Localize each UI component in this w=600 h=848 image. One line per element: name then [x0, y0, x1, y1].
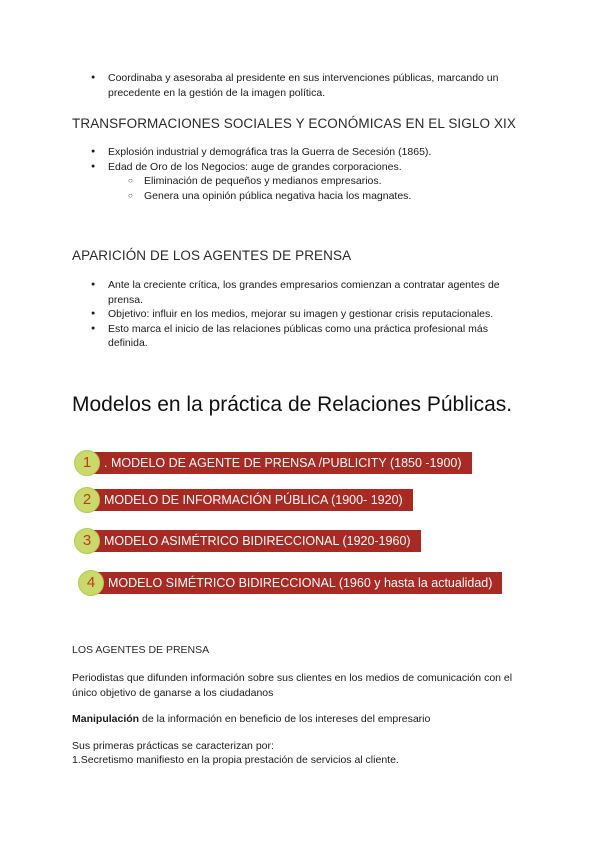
model-label: MODELO SIMÉTRICO BIDIRECCIONAL (1960 y hasta la actualidad) [90, 572, 502, 594]
models-title: Modelos en la práctica de Relaciones Públicas. [72, 393, 513, 416]
practices-intro: Sus primeras prácticas se caracterizan por: [72, 740, 274, 752]
aparicion-bullet-list [108, 278, 528, 351]
model-number-badge: 4 [78, 570, 104, 596]
bold-term: Manipulación [72, 713, 140, 725]
bullet-item: ● Objetivo: influir en los medios, mejorar su imagen y gestionar crisis reputacionales. [108, 307, 528, 322]
bullet-item: ● Coordinaba y asesoraba al presidente en sus intervenciones públicas, marcando un precedente en la gestión de la imagen política. [108, 71, 528, 100]
section-heading-transformaciones: TRANSFORMACIONES SOCIALES Y ECONÓMICAS EN EL SIGLO XIX [72, 116, 517, 131]
bullet-item: ● Explosión industrial y demográfica tras la Guerra de Secesión (1865). [108, 145, 528, 160]
bullet-item: ● Edad de Oro de los Negocios: auge de grandes corporaciones. [108, 160, 528, 175]
sub-bullet-item: ○ Genera una opinión pública negativa hacia los magnates. [144, 189, 524, 204]
model-number-badge: 2 [74, 487, 100, 513]
definition-paragraph: Periodistas que difunden información sobre sus clientes en los medios de comunicación con el único objetivo de ganarse a los ciudadanos [72, 672, 513, 699]
bullet-item: ● Ante la creciente crítica, los grandes empresarios comienzan a contratar agentes de prensa. [108, 278, 528, 307]
section-heading-agentes: LOS AGENTES DE PRENSA [72, 644, 210, 656]
model-label: MODELO ASIMÉTRICO BIDIRECCIONAL (1920-1960) [86, 530, 421, 552]
manipulation-paragraph [72, 712, 532, 727]
intro-bullet-list [108, 71, 528, 100]
section-heading-aparicion: APARICIÓN DE LOS AGENTES DE PRENSA [72, 248, 352, 263]
model-label: . MODELO DE AGENTE DE PRENSA /PUBLICITY (1850 -1900) [86, 452, 472, 474]
sub-bullet-item: ○ Eliminación de pequeños y medianos empresarios. [144, 174, 524, 189]
model-label: MODELO DE INFORMACIÓN PÚBLICA (1900- 1920) [86, 489, 413, 511]
model-number-badge: 1 [74, 450, 100, 476]
model-number-badge: 3 [74, 528, 100, 554]
transformaciones-bullet-list [108, 145, 528, 174]
bullet-item: ● Esto marca el inicio de las relaciones públicas como una práctica profesional más definida. [108, 322, 528, 351]
practice-item-1: 1.Secretismo manifiesto en la propia prestación de servicios al cliente. [72, 754, 399, 766]
transformaciones-sub-bullet-list [144, 174, 524, 203]
paragraph-text: de la información en beneficio de los intereses del empresario [139, 713, 431, 725]
